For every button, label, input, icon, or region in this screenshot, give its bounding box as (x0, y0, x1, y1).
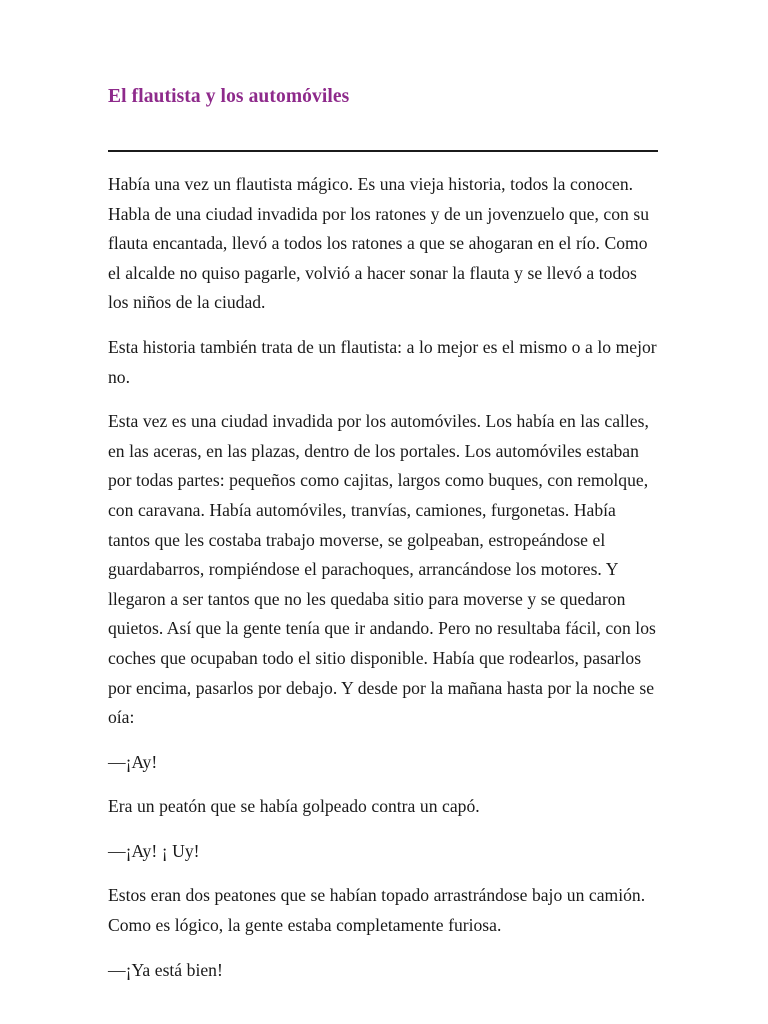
paragraph: Era un peatón que se había golpeado contra un capó. (108, 796, 480, 817)
paragraph: Estos eran dos peatones que se habían topado arrastrándose bajo un camión. Como es lógico, la gente estaba completamente furiosa. (108, 885, 646, 936)
page-title: El flautista y los automóviles (108, 86, 350, 107)
paragraph: Esta vez es una ciudad invadida por los automóviles. Los había en las calles, en las aceras, en las plazas, dentro de los portales. Los automóviles estaban por todas partes: pequeños como cajitas, largos como buques, con remolque, con caravana. Había automóviles, tranvías, camiones, furgonetas. Había tantos que les costaba trabajo moverse, se golpeaban, estropeándose el guardabarros, rompiéndose el parachoques, arrancándose los motores. Y llegaron a ser tantos que no les quedaba sitio para moverse y se quedaron quietos. Así que la gente tenía que ir andando. Pero no resultaba fácil, con los coches que ocupaban todo el sitio disponible. Había que rodearlos, pasarlos por encima, pasarlos por debajo. Y desde por la mañana hasta por la noche se oía: (108, 411, 656, 728)
body-text (108, 170, 658, 985)
dialogue-line: —¡Ya está bien! (108, 959, 223, 980)
dialogue-line: —¡Ay! ¡ Uy! (108, 840, 200, 861)
paragraph: Había una vez un flautista mágico. Es una vieja historia, todos la conocen. Habla de una ciudad invadida por los ratones y de un jovenzuelo que, con su flauta encantada, llevó a todos los ratones a que se ahogaran en el río. Como el alcalde no quiso pagarle, volvió a hacer sonar la flauta y se llevó a todos los niños de la ciudad. (108, 174, 649, 313)
paragraph: Esta historia también trata de un flautista: a lo mejor es el mismo o a lo mejor no. (108, 336, 657, 387)
title-divider (108, 150, 658, 152)
dialogue-line: —¡Ay! (108, 751, 158, 772)
document-content (108, 84, 658, 985)
